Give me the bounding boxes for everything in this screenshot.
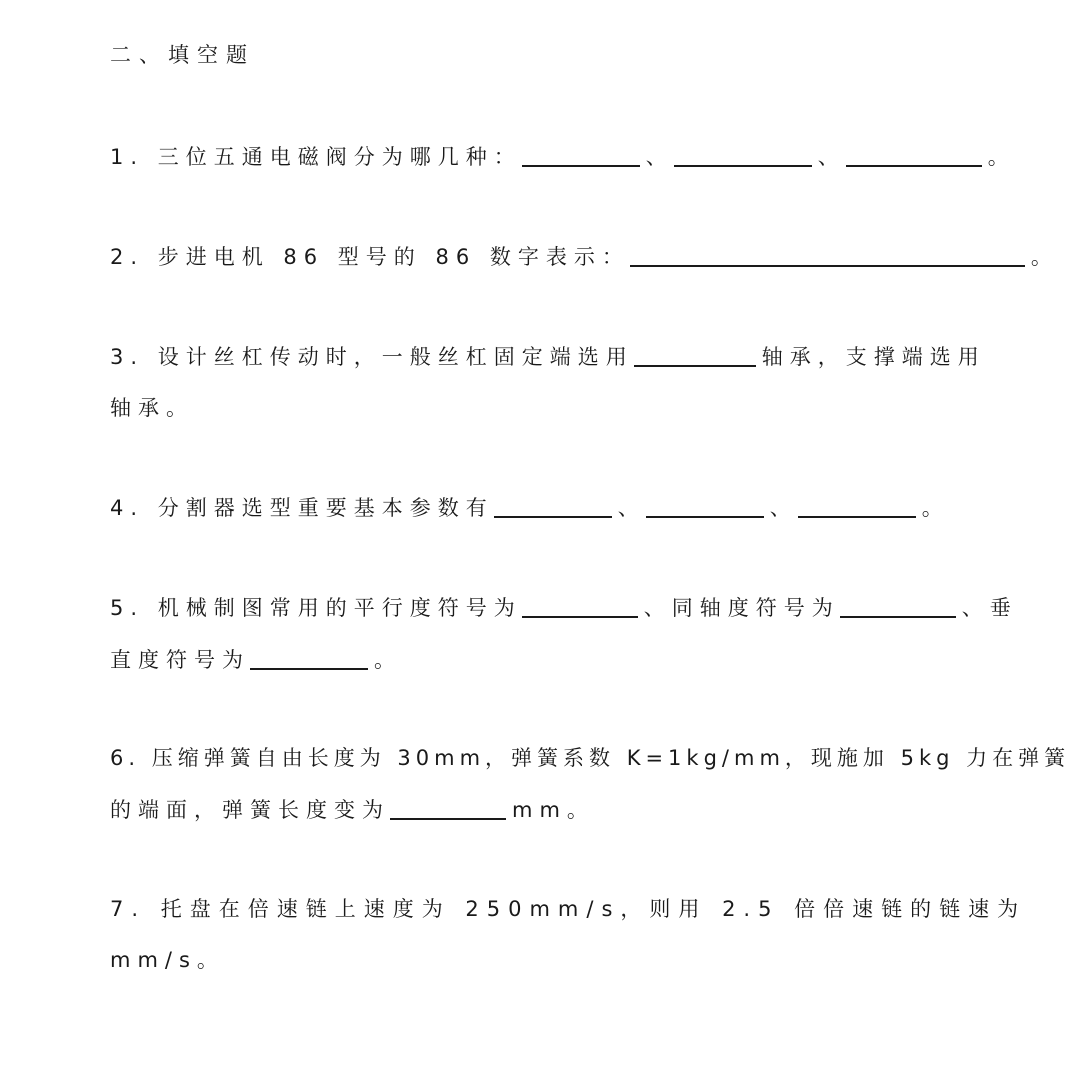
- end-mark: 。: [921, 496, 950, 520]
- section-title: 二、填空题: [110, 43, 255, 67]
- end-mark: 。: [987, 145, 1016, 169]
- question-3-line-1: [110, 342, 986, 372]
- answer-blank: [250, 667, 368, 670]
- answer-blank: [390, 817, 506, 820]
- question-6-line-2: [110, 795, 595, 825]
- question-text: 、垂: [961, 596, 1018, 620]
- answer-blank: [522, 164, 640, 167]
- question-5-line-2: [110, 645, 402, 675]
- separator: 、: [645, 145, 674, 169]
- answer-blank: [494, 515, 612, 518]
- question-text: 轴承，支撑端选用: [761, 345, 986, 369]
- question-text: 的端面，弹簧长度变为: [110, 798, 390, 822]
- answer-blank: [846, 164, 982, 167]
- question-text: 3. 设计丝杠传动时，一般丝杠固定端选用: [110, 345, 634, 369]
- unit-text: mm。: [512, 798, 595, 822]
- question-1: [110, 142, 1016, 172]
- answer-blank: [798, 515, 916, 518]
- separator: 、: [817, 145, 846, 169]
- question-text: 5. 机械制图常用的平行度符号为: [110, 596, 522, 620]
- question-text: 1. 三位五通电磁阀分为哪几种：: [110, 145, 522, 169]
- question-text: 、同轴度符号为: [643, 596, 840, 620]
- answer-blank: [646, 515, 764, 518]
- separator: 、: [769, 496, 798, 520]
- end-mark: 。: [1030, 245, 1059, 269]
- answer-blank: [674, 164, 812, 167]
- question-4: [110, 493, 950, 523]
- question-6-line-1: 6. 压缩弹簧自由长度为 30mm，弹簧系数 K=1kg/mm，现施加 5kg 力在弹簧: [110, 746, 1071, 770]
- question-7-line-1: 7. 托盘在倍速链上速度为 250mm/s，则用 2.5 倍倍速链的链速为: [110, 897, 1027, 921]
- question-2: [110, 242, 1059, 272]
- end-mark: 。: [374, 648, 402, 672]
- answer-blank: [522, 615, 638, 618]
- question-text: 4. 分割器选型重要基本参数有: [110, 496, 494, 520]
- answer-blank: [630, 264, 1025, 267]
- answer-blank: [840, 615, 956, 618]
- question-5-line-1: [110, 593, 1018, 623]
- question-7-line-2: mm/s。: [110, 948, 225, 972]
- question-text: 2. 步进电机 86 型号的 86 数字表示：: [110, 245, 630, 269]
- answer-blank: [634, 364, 756, 367]
- separator: 、: [617, 496, 646, 520]
- question-text: 直度符号为: [110, 648, 250, 672]
- question-3-line-2: 轴承。: [110, 396, 194, 420]
